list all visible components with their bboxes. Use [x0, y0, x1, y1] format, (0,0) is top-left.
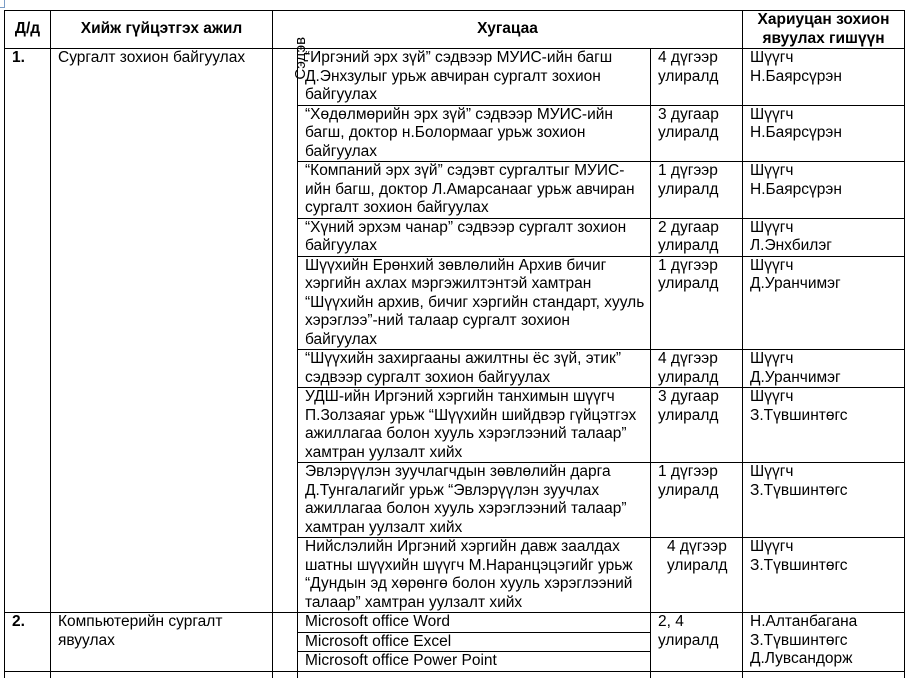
responsible-role: Шүүгч — [750, 49, 794, 66]
header-period: Хугацаа — [273, 11, 743, 49]
text-boundary-mark — [0, 0, 5, 8]
table-row — [5, 613, 905, 633]
responsible-name: З.Түвшинтөгс — [750, 406, 848, 424]
empty-cell — [743, 671, 905, 678]
row-number: 1. — [5, 49, 51, 613]
work-plan-table — [4, 10, 905, 678]
period-cell: 2 дугаар улиралд — [651, 218, 743, 256]
responsible-role: Шүүгч — [750, 218, 794, 236]
header-task: Хийж гүйцэтгэх ажил — [51, 11, 273, 49]
topic-cell: УДШ-ийн Иргэний хэргийн танхимын шүүгч П.Золзаяаг урьж “Шүүхийн шийдвэр гүйцэтгэх ажиллагаа болон хууль хэрэглээний талаар” хамтран уулзалт хийх — [298, 388, 651, 463]
period-cell: 4 дүгээр улиралд — [651, 538, 743, 613]
responsible-name: Д.Уранчимэг — [750, 275, 841, 292]
responsible-name: Н.Алтанбагана — [750, 613, 858, 630]
responsible-name: Н.Баярсүрэн — [750, 67, 842, 85]
responsible-name: Л.Энхбилэг — [750, 237, 832, 254]
period-cell: 2, 4 улиралд — [651, 613, 743, 672]
period-cell: 4 дүгээр улиралд — [651, 49, 743, 106]
table-row-cutoff — [5, 671, 905, 678]
topic-cell: Microsoft office Excel — [298, 632, 651, 652]
responsible-name: З.Түвшинтөгс — [750, 556, 848, 574]
responsible-role: Шүүгч — [750, 350, 794, 367]
topic-cell: Эвлэрүүлэн зуучлагчдын зөвлөлийн дарга Д.Тунгалагийг урьж “Эвлэрүүлэн зуучлах ажиллагаа болон хууль хэрэглээний талаар” хамтран уулзалт хийх — [298, 463, 651, 538]
responsible-cell — [743, 256, 905, 350]
responsible-name: З.Түвшинтөгс — [750, 481, 848, 499]
responsible-cell — [743, 350, 905, 388]
empty-cell — [273, 671, 298, 678]
topic-cell: “Хүний эрхэм чанар” сэдвээр сургалт зохион байгуулах — [298, 218, 651, 256]
responsible-role: Шүүгч — [750, 162, 794, 179]
empty-cell — [298, 671, 651, 678]
responsible-name: З.Түвшинтөгс — [750, 631, 848, 649]
responsible-name: Н.Баярсүрэн — [750, 180, 842, 198]
topic-cell: Шүүхийн Ерөнхий зөвлөлийн Архив бичиг хэргийн ахлах мэргэжилтэнтэй хамтран “Шүүхийн архив, бичиг хэргийн стандарт, хууль хэрэглээ”-ний талаар сургалт зохион байгуулах — [298, 256, 651, 350]
header-num: Д/д — [5, 11, 51, 49]
topic-cell: Microsoft office Word — [298, 613, 651, 633]
responsible-role: Шүүгч — [750, 538, 794, 555]
topic-cell: “Компаний эрх зүй” сэдэвт сургалтыг МУИС-ийн багш, доктор Л.Амарсанааг урьж авчиран сургалт зохион байгуулах — [298, 162, 651, 219]
empty-cell — [651, 671, 743, 678]
responsible-cell — [743, 49, 905, 106]
empty-cell — [51, 671, 273, 678]
responsible-role: Шүүгч — [750, 105, 794, 123]
period-cell: 1 дүгээр улиралд — [651, 256, 743, 350]
topic-cell: Microsoft office Power Point — [298, 652, 651, 672]
responsible-name: Д.Лувсандорж — [750, 650, 853, 667]
responsible-role: Шүүгч — [750, 388, 794, 405]
responsible-cell — [743, 162, 905, 219]
period-cell: 1 дүгээр улиралд — [651, 463, 743, 538]
row-number: 2. — [5, 613, 51, 672]
responsible-role: Шүүгч — [750, 463, 794, 480]
responsible-cell — [743, 218, 905, 256]
period-cell: 4 дүгээр улиралд — [651, 350, 743, 388]
responsible-name: Н.Баярсүрэн — [750, 124, 842, 141]
period-cell: 1 дүгээр улиралд — [651, 162, 743, 219]
header-responsible: Хариуцан зохион явуулах гишүүн — [743, 11, 905, 49]
period-cell: 3 дугаар улиралд — [651, 105, 743, 162]
topic-cell: “Иргэний эрх зүй” сэдвээр МУИС-ийн багш Д.Энхзулыг урьж авчиран сургалт зохион байгуулах — [298, 49, 651, 106]
responsible-cell — [743, 463, 905, 538]
responsible-role: Шүүгч — [750, 256, 794, 274]
table-row — [5, 49, 905, 106]
responsible-cell — [743, 388, 905, 463]
topic-cell: Нийслэлийн Иргэний хэргийн давж заалдах шатны шүүхийн шүүгч М.Наранцэцэгийг урьж “Дундын эд хөрөнгө болон хууль хэрэглээний талаар” хамтран уулзалт хийх — [298, 538, 651, 613]
period-cell: 3 дугаар улиралд — [651, 388, 743, 463]
responsible-cell — [743, 105, 905, 162]
table-header-row — [5, 11, 905, 49]
task-name: Сургалт зохион байгуулах — [51, 49, 273, 613]
topic-cell: “Хөдөлмөрийн эрх зүй” сэдвээр МУИС-ийн багш, доктор н.Болормааг урьж зохион байгуулах — [298, 105, 651, 162]
responsible-name: Д.Уранчимэг — [750, 368, 841, 386]
vertical-label-cell — [273, 36, 310, 613]
empty-vertical-cell — [273, 613, 298, 672]
topic-vertical-label: Сэдэв — [292, 36, 310, 80]
responsible-cell — [743, 613, 905, 672]
topic-cell: “Шүүхийн захиргааны ажилтны ёс зүй, этик” сэдвээр сургалт зохион байгуулах — [298, 350, 651, 388]
empty-cell — [5, 671, 51, 678]
responsible-cell — [743, 538, 905, 613]
task-name: Компьютерийн сургалт явуулах — [51, 613, 273, 672]
